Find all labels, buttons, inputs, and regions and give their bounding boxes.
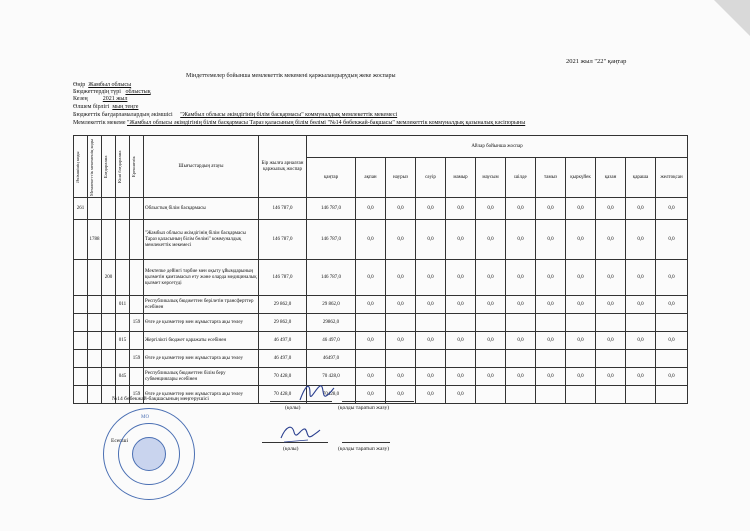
month-value-cell: 0,0 [506, 260, 536, 296]
code-cell-c2: 1788 [88, 220, 102, 260]
expense-name-cell: Облыстың білім басқармасы [144, 198, 259, 220]
month-value-cell: 0,0 [446, 220, 476, 260]
accountant-handwritten-signature-icon [278, 420, 322, 448]
expense-name-cell: Өзге де қызметтер мен жұмыстарға ақы төлеу [144, 314, 259, 332]
code-cell-c1 [74, 350, 88, 368]
code-cell-c3 [102, 332, 116, 350]
meta-unit [73, 104, 138, 111]
code-cell-c1 [74, 332, 88, 350]
code-cell-c4 [116, 260, 130, 296]
stamp-abbr: МО [141, 415, 150, 420]
col-header-month: сәуір [416, 158, 446, 198]
table-row [74, 350, 688, 368]
month-value-cell: 29862,0 [307, 314, 356, 332]
code-cell-c2 [88, 198, 102, 220]
code-cell-c2 [88, 386, 102, 404]
expense-name-cell: Мектепке дейінгі тәрбие мен оқыту ұйымдарының қызметін қамтамасыз ету және оларда медициналық қызмет көрсетуді [144, 260, 259, 296]
month-value-cell: 0,0 [656, 220, 688, 260]
code-cell-c1 [74, 368, 88, 386]
month-value-cell: 0,0 [566, 296, 596, 314]
table-body [74, 198, 688, 404]
month-value-cell [386, 314, 416, 332]
month-value-cell [476, 386, 506, 404]
month-value-cell [656, 314, 688, 332]
code-cell-c4 [116, 220, 130, 260]
month-value-cell: 0,0 [446, 386, 476, 404]
month-value-cell: 0,0 [476, 260, 506, 296]
code-cell-c1 [74, 260, 88, 296]
month-value-cell: 0,0 [416, 386, 446, 404]
period-label: Кезең [73, 96, 88, 102]
month-value-cell: 0,0 [416, 296, 446, 314]
month-value-cell [626, 350, 656, 368]
col-header-month: қараша [626, 158, 656, 198]
code-cell-c5 [130, 220, 144, 260]
month-value-cell: 0,0 [386, 332, 416, 350]
col-header-specific: Ерекшелік [130, 136, 144, 198]
head-signature-label: №14 бөбекжай-бақшасының меңгерушісі [112, 396, 209, 402]
month-value-cell: 146 787,0 [307, 220, 356, 260]
col-header-subprogram: Кіші бағдарлама [116, 136, 130, 198]
month-value-cell: 0,0 [446, 296, 476, 314]
code-cell-c4 [116, 314, 130, 332]
annual-total-cell: 146 787,0 [259, 198, 307, 220]
code-cell-c5: 159 [130, 350, 144, 368]
document-date: 2021 жыл "22" қаңтар [566, 58, 627, 65]
month-value-cell: 0,0 [536, 296, 566, 314]
code-cell-c1 [74, 314, 88, 332]
month-value-cell: 0,0 [566, 332, 596, 350]
col-header-program: Бағдарлама [102, 136, 116, 198]
month-value-cell: 0,0 [416, 368, 446, 386]
month-value-cell: 146 787,0 [307, 260, 356, 296]
month-value-cell [506, 314, 536, 332]
month-value-cell: 0,0 [446, 368, 476, 386]
month-value-cell: 0,0 [656, 368, 688, 386]
month-value-cell: 0,0 [536, 198, 566, 220]
col-header-month: наурыз [386, 158, 416, 198]
month-value-cell: 0,0 [596, 220, 626, 260]
col-header-institution-code: Мемлекеттік мекеменің коды [88, 136, 102, 198]
month-value-cell: 70428,0 [307, 386, 356, 404]
meta-region [73, 82, 131, 89]
code-cell-c2 [88, 368, 102, 386]
month-value-cell: 0,0 [356, 220, 386, 260]
month-value-cell [506, 386, 536, 404]
head-name-line [342, 401, 414, 402]
month-value-cell [566, 314, 596, 332]
month-value-cell [536, 314, 566, 332]
col-header-month: ақпан [356, 158, 386, 198]
month-value-cell [356, 350, 386, 368]
month-value-cell: 0,0 [626, 220, 656, 260]
code-cell-c2 [88, 296, 102, 314]
annual-total-cell: 29 862,0 [259, 314, 307, 332]
month-value-cell: 0,0 [446, 332, 476, 350]
code-cell-c5 [130, 296, 144, 314]
month-value-cell: 0,0 [386, 198, 416, 220]
month-value-cell [626, 386, 656, 404]
code-cell-c3 [102, 350, 116, 368]
region-label: Өңір [73, 82, 86, 88]
month-value-cell [566, 350, 596, 368]
expense-name-cell: Өзге де қызметтер мен жұмыстарға ақы төлеу [144, 350, 259, 368]
code-cell-c2 [88, 350, 102, 368]
expense-name-cell: "Жамбыл облысы әкімдігінің білім басқармасы Тараз қаласының білім бөлімі" коммуналдық мемлекеттік мекемесі [144, 220, 259, 260]
accountant-sign-caption: (қолы) [283, 446, 299, 452]
month-value-cell: 46 497,0 [307, 332, 356, 350]
month-value-cell: 0,0 [626, 332, 656, 350]
annual-total-cell: 29 862,0 [259, 296, 307, 314]
month-value-cell: 0,0 [476, 198, 506, 220]
month-value-cell: 0,0 [416, 332, 446, 350]
code-cell-c2 [88, 260, 102, 296]
month-value-cell: 0,0 [656, 332, 688, 350]
annual-total-cell: 146 787,0 [259, 220, 307, 260]
annual-total-cell: 70 428,0 [259, 368, 307, 386]
table-row [74, 332, 688, 350]
month-value-cell [476, 314, 506, 332]
month-value-cell: 0,0 [626, 198, 656, 220]
month-value-cell: 0,0 [656, 260, 688, 296]
expense-name-cell: Жергілікті бюджет қаражаты есебінен [144, 332, 259, 350]
annual-total-cell: 46 497,0 [259, 350, 307, 368]
month-value-cell: 0,0 [356, 386, 386, 404]
month-value-cell: 0,0 [476, 296, 506, 314]
table-row [74, 198, 688, 220]
month-value-cell [536, 350, 566, 368]
head-handwritten-signature-icon [296, 380, 336, 406]
month-value-cell: 0,0 [596, 260, 626, 296]
code-cell-c5: 159 [130, 386, 144, 404]
month-value-cell: 146 787,0 [307, 198, 356, 220]
table-row [74, 368, 688, 386]
month-value-cell: 0,0 [626, 260, 656, 296]
month-value-cell: 0,0 [416, 260, 446, 296]
code-cell-c3: 200 [102, 260, 116, 296]
annual-total-cell: 70 428,0 [259, 386, 307, 404]
code-cell-c4 [116, 350, 130, 368]
month-value-cell [476, 350, 506, 368]
expense-name-cell: Өзге де қызметтер мен жұмыстарға ақы төлеу [144, 386, 259, 404]
code-cell-c5 [130, 332, 144, 350]
month-value-cell: 0,0 [356, 260, 386, 296]
col-header-month: қыркүйек [566, 158, 596, 198]
month-value-cell [596, 386, 626, 404]
code-cell-c4 [116, 198, 130, 220]
annual-total-cell: 146 787,0 [259, 260, 307, 296]
month-value-cell: 0,0 [476, 368, 506, 386]
month-value-cell: 0,0 [566, 198, 596, 220]
page-corner-fold [714, 0, 750, 36]
code-cell-c3 [102, 368, 116, 386]
month-value-cell: 0,0 [656, 296, 688, 314]
month-value-cell [596, 350, 626, 368]
month-value-cell [596, 314, 626, 332]
month-value-cell: 0,0 [446, 260, 476, 296]
annual-total-cell: 46 497,0 [259, 332, 307, 350]
month-value-cell: 70 428,0 [307, 368, 356, 386]
col-header-month: қаңтар [307, 158, 356, 198]
month-value-cell: 0,0 [386, 220, 416, 260]
col-header-month: мамыр [446, 158, 476, 198]
table-row [74, 260, 688, 296]
month-value-cell: 0,0 [386, 260, 416, 296]
month-value-cell: 0,0 [356, 368, 386, 386]
col-header-admin-code: Әкімшінің коды [74, 136, 88, 198]
month-value-cell: 0,0 [536, 260, 566, 296]
expense-name-cell: Республикалық бюджеттен берілетін трансферттер есебінен [144, 296, 259, 314]
month-value-cell: 0,0 [626, 296, 656, 314]
col-header-month: желтоқсан [656, 158, 688, 198]
month-value-cell: 0,0 [356, 296, 386, 314]
month-value-cell [356, 314, 386, 332]
institution-label: Мемлекеттік мекеме [73, 120, 126, 126]
month-value-cell [566, 386, 596, 404]
month-value-cell: 0,0 [506, 368, 536, 386]
accountant-name-line [342, 442, 390, 443]
code-cell-c3 [102, 296, 116, 314]
month-value-cell: 0,0 [536, 332, 566, 350]
month-value-cell: 0,0 [416, 198, 446, 220]
accountant-name-caption: (қолды таратып жазу) [338, 446, 390, 452]
code-cell-c1 [74, 220, 88, 260]
meta-period [73, 96, 127, 103]
month-value-cell [446, 314, 476, 332]
official-stamp-icon [103, 408, 195, 500]
month-value-cell [506, 350, 536, 368]
code-cell-c4: 011 [116, 296, 130, 314]
budget-level-label: Бюджеттердің түрі [73, 89, 121, 95]
region-value: Жамбыл облысы [88, 82, 132, 88]
month-value-cell: 0,0 [596, 332, 626, 350]
col-header-month: маусым [476, 158, 506, 198]
month-value-cell: 0,0 [536, 368, 566, 386]
month-value-cell: 0,0 [506, 220, 536, 260]
month-value-cell [626, 314, 656, 332]
unit-label: Өлшем бірлігі [73, 104, 110, 110]
code-cell-c3 [102, 220, 116, 260]
month-value-cell: 0,0 [386, 368, 416, 386]
financing-plan-table [73, 135, 688, 404]
month-value-cell: 0,0 [476, 332, 506, 350]
month-value-cell: 0,0 [536, 220, 566, 260]
month-value-cell [656, 386, 688, 404]
month-value-cell: 0,0 [596, 368, 626, 386]
code-cell-c3 [102, 198, 116, 220]
month-value-cell [386, 350, 416, 368]
expense-name-cell: Республикалық бюджеттен білім беру субвенциялары есебінен [144, 368, 259, 386]
col-header-total: Бір жылға арналған қаржылық жоспар [259, 136, 307, 198]
table-row [74, 314, 688, 332]
month-value-cell: 0,0 [596, 296, 626, 314]
code-cell-c5 [130, 260, 144, 296]
month-value-cell: 0,0 [566, 368, 596, 386]
code-cell-c1 [74, 296, 88, 314]
col-header-name: Шығыстардың атауы [144, 136, 259, 198]
month-value-cell [416, 314, 446, 332]
document-title: Міндеттемелер бойынша мемлекеттік мекемені қаржыландырудың жеке жоспары [186, 73, 396, 79]
code-cell-c5 [130, 198, 144, 220]
month-value-cell: 0,0 [356, 198, 386, 220]
month-value-cell: 0,0 [476, 220, 506, 260]
head-name-caption: (қолды таратып жазу) [338, 405, 390, 411]
table-row [74, 220, 688, 260]
code-cell-c2 [88, 332, 102, 350]
month-value-cell: 46497,0 [307, 350, 356, 368]
col-header-month: шілде [506, 158, 536, 198]
month-value-cell [416, 350, 446, 368]
head-sign-caption: (қолы) [285, 405, 301, 411]
month-value-cell: 0,0 [656, 198, 688, 220]
month-value-cell: 0,0 [506, 198, 536, 220]
month-value-cell: 0,0 [416, 220, 446, 260]
code-cell-c1: 261 [74, 198, 88, 220]
month-value-cell [536, 386, 566, 404]
program-admin-label: Бюджеттік бағдарламалардың әкімшісі [73, 112, 173, 118]
code-cell-c5: 159 [130, 314, 144, 332]
month-value-cell: 0,0 [386, 296, 416, 314]
month-value-cell [446, 350, 476, 368]
month-value-cell: 0,0 [506, 332, 536, 350]
month-value-cell: 0,0 [596, 198, 626, 220]
program-admin-value: "Жамбыл облысы әкімдігінің білім басқармасы" коммуналдық мемлекеттік мекемесі [180, 112, 398, 118]
code-cell-c1 [74, 386, 88, 404]
month-value-cell: 0,0 [626, 368, 656, 386]
code-cell-c2 [88, 314, 102, 332]
code-cell-c3 [102, 314, 116, 332]
col-header-months-group: Айлар бойынша жоспар [307, 136, 688, 158]
period-value: 2021 жыл [102, 96, 128, 102]
unit-value: мың теңге [112, 104, 139, 110]
month-value-cell: 0,0 [356, 332, 386, 350]
meta-program-admin [73, 112, 397, 119]
budget-level-value: облыстық [125, 89, 151, 95]
month-value-cell: 0,0 [446, 198, 476, 220]
col-header-month: тамыз [536, 158, 566, 198]
accountant-signature-label: Есепші [111, 438, 129, 444]
month-value-cell: 0,0 [566, 220, 596, 260]
meta-budget-level [73, 89, 151, 96]
col-header-month: қазан [596, 158, 626, 198]
table-row [74, 296, 688, 314]
code-cell-c4: 045 [116, 368, 130, 386]
institution-value: "Жамбыл облысы әкімдігінің білім басқармасы Тараз қаласының білім бөлімі "№14 бөбекжай-бақшасы" мемлекеттік коммуналдық қазыналық кәсіпорыны [126, 120, 526, 126]
month-value-cell: 0,0 [566, 260, 596, 296]
meta-institution [73, 120, 525, 127]
code-cell-c5 [130, 368, 144, 386]
month-value-cell: 0,0 [386, 386, 416, 404]
month-value-cell: 0,0 [506, 296, 536, 314]
code-cell-c4: 015 [116, 332, 130, 350]
month-value-cell: 29 862,0 [307, 296, 356, 314]
month-value-cell [656, 350, 688, 368]
